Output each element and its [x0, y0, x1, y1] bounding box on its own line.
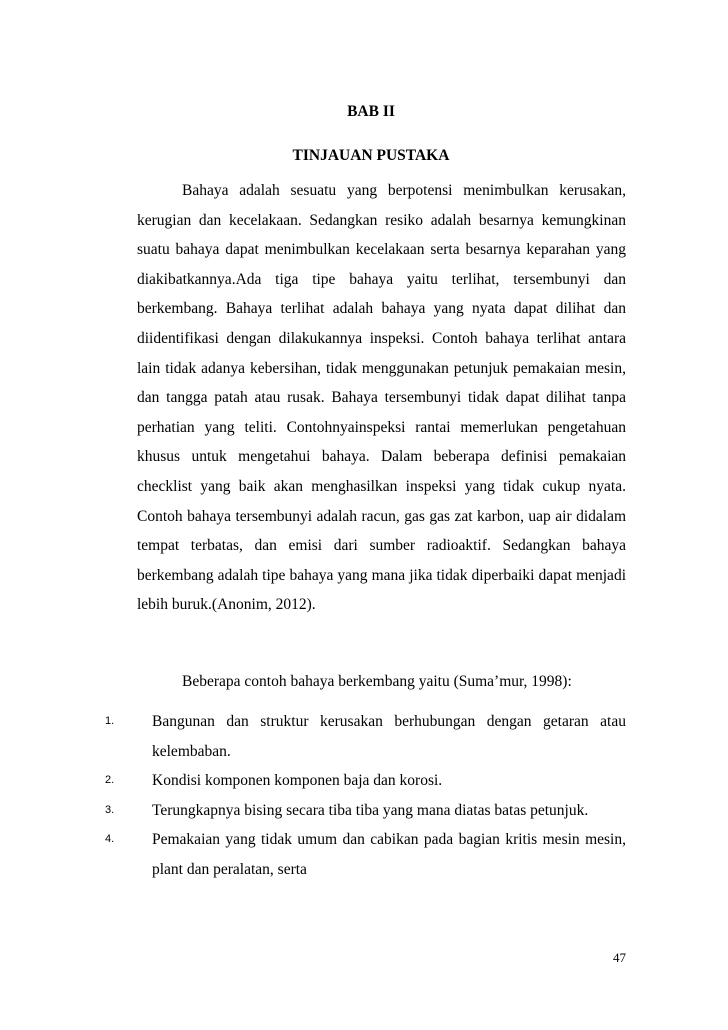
chapter-title: TINJAUAN PUSTAKA — [292, 147, 450, 164]
body-paragraph-1: Bahaya adalah sesuatu yang berpotensi menimbulkan kerusakan, kerugian dan kecelakaan. Sedangkan resiko adalah besarnya kemungkinan suatu bahaya dapat menimbulkan kecelakaan serta besarnya keparahan yang diakibatkannya.Ada tiga tipe bahaya yaitu terlihat, tersembunyi dan berkembang. Bahaya terlihat adalah bahaya yang nyata dapat dilihat dan diidentifikasi dengan dilakukannya inspeksi. Contoh bahaya terlihat antara lain tidak adanya kebersihan, tidak menggunakan petunjuk pemakaian mesin, dan tangga patah atau rusak. Bahaya tersembunyi tidak dapat dilihat tanpa perhatian yang teliti. Contohnyainspeksi rantai memerlukan pengetahuan khusus untuk mengetahui bahaya. Dalam beberapa definisi pemakaian checklist yang baik akan menghasilkan inspeksi yang tidak cukup nyata. Contoh bahaya tersembunyi adalah racun, gas gas zat karbon, uap air didalam tempat terbatas, dan emisi dari sumber radioaktif. Sedangkan bahaya berkembang adalah tipe bahaya yang mana jika tidak diperbaiki dapat menjadi lebih buruk.(Anonim, 2012). — [137, 182, 626, 614]
list-item-number: 3. — [105, 803, 115, 816]
list-item-text: Terungkapnya bising secara tiba tiba yang mana diatas batas petunjuk. — [152, 801, 589, 819]
list-item-text: Kondisi komponen komponen baja dan korosi. — [152, 772, 443, 790]
page-number: 47 — [613, 950, 626, 965]
list-item — [105, 796, 626, 826]
list-item-text: Bangunan dan struktur kerusakan berhubungan dengan getaran atau kelembaban. — [152, 713, 626, 760]
chapter-heading: BAB II — [347, 103, 395, 120]
list-item-number: 4. — [105, 833, 115, 846]
list-item — [105, 707, 626, 766]
body-paragraph-2: Beberapa contoh bahaya berkembang yaitu (Suma’mur, 1998): — [182, 673, 572, 690]
list-item — [105, 825, 626, 884]
list-item — [105, 766, 626, 796]
list-item-text: Pemakaian yang tidak umum dan cabikan pada bagian kritis mesin mesin, plant dan peralatan, serta — [152, 831, 626, 878]
list-item-number: 1. — [105, 715, 115, 727]
list-item-number: 2. — [105, 774, 115, 787]
hazard-list — [105, 707, 626, 885]
